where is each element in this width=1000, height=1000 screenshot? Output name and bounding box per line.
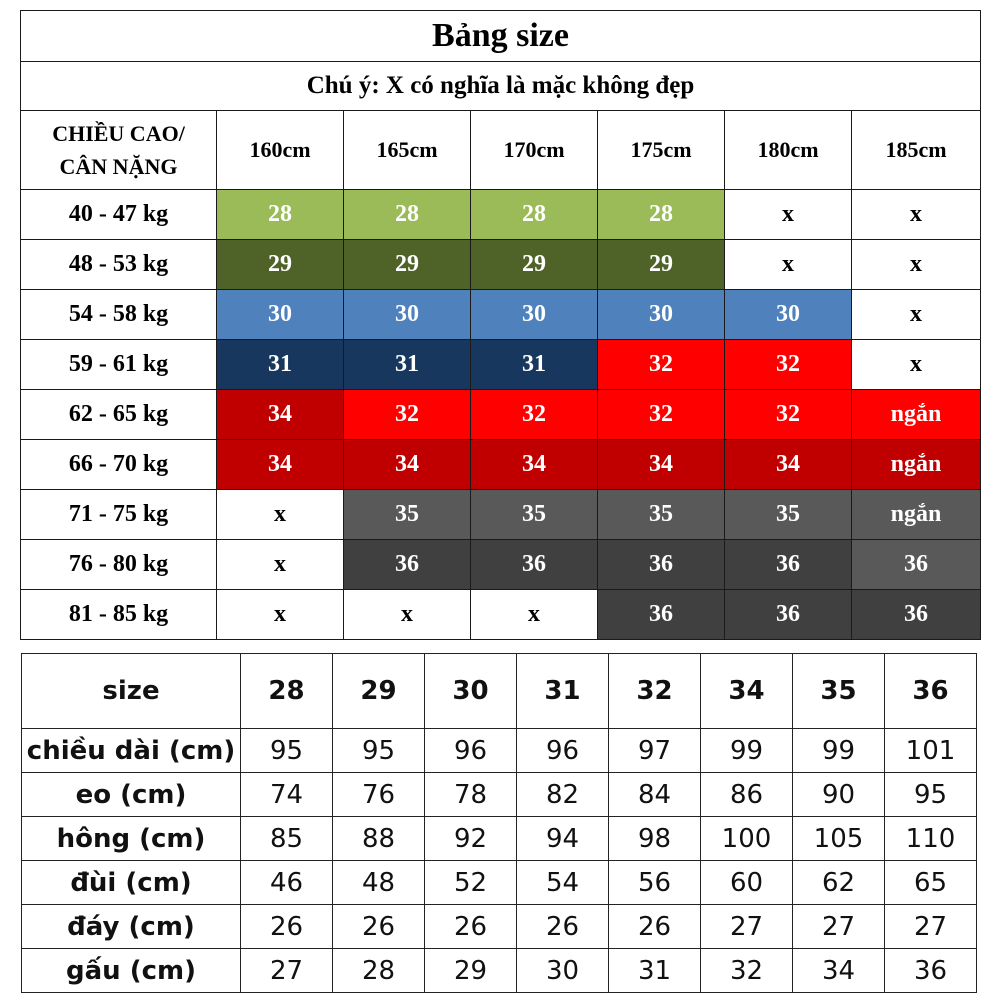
size-cell: 31 (344, 340, 471, 390)
size-cell: 36 (471, 540, 598, 590)
measurement-label: đáy (cm) (22, 905, 241, 949)
size-cell: 30 (471, 290, 598, 340)
size-cell: ngắn (852, 490, 981, 540)
weight-row (21, 440, 981, 490)
size-cell: x (725, 240, 852, 290)
height-header: 170cm (471, 111, 598, 190)
measurement-value: 110 (885, 817, 977, 861)
measurement-value: 96 (425, 729, 517, 773)
measurement-value: 62 (793, 861, 885, 905)
measurement-label: đùi (cm) (22, 861, 241, 905)
measurement-value: 60 (701, 861, 793, 905)
measurement-value: 34 (793, 949, 885, 993)
size-cell: 32 (725, 340, 852, 390)
measurement-value: 99 (701, 729, 793, 773)
measurement-value: 31 (609, 949, 701, 993)
size-cell: x (852, 240, 981, 290)
weight-label: 59 - 61 kg (21, 340, 217, 390)
weight-row (21, 240, 981, 290)
size-cell: x (852, 290, 981, 340)
measurement-value: 95 (885, 773, 977, 817)
measurement-value: 27 (701, 905, 793, 949)
size-cell: 35 (598, 490, 725, 540)
size-cell: 35 (344, 490, 471, 540)
size-cell: 36 (852, 540, 981, 590)
weight-row (21, 540, 981, 590)
size-cell: x (471, 590, 598, 640)
measurement-value: 90 (793, 773, 885, 817)
weight-row (21, 190, 981, 240)
measurement-value: 54 (517, 861, 609, 905)
measurement-value: 100 (701, 817, 793, 861)
weight-label: 54 - 58 kg (21, 290, 217, 340)
size-column-header: 31 (517, 654, 609, 729)
measurement-value: 88 (333, 817, 425, 861)
measurement-value: 92 (425, 817, 517, 861)
measurement-value: 48 (333, 861, 425, 905)
chart-title: Bảng size (21, 11, 981, 62)
measurement-row (22, 905, 977, 949)
size-cell: 29 (471, 240, 598, 290)
size-cell: 36 (344, 540, 471, 590)
size-column-header: 32 (609, 654, 701, 729)
measurement-value: 26 (333, 905, 425, 949)
size-cell: 30 (598, 290, 725, 340)
size-cell: 29 (598, 240, 725, 290)
measurement-value: 94 (517, 817, 609, 861)
size-cell: x (217, 490, 344, 540)
size-cell: 34 (217, 390, 344, 440)
size-cell: 30 (344, 290, 471, 340)
size-cell: x (217, 590, 344, 640)
weight-label: 40 - 47 kg (21, 190, 217, 240)
weight-row (21, 390, 981, 440)
measurement-value: 26 (517, 905, 609, 949)
size-cell: 30 (725, 290, 852, 340)
measurement-value: 84 (609, 773, 701, 817)
measurement-value: 46 (241, 861, 333, 905)
measurement-value: 36 (885, 949, 977, 993)
chart-note: Chú ý: X có nghĩa là mặc không đẹp (21, 62, 981, 111)
size-column-header: 29 (333, 654, 425, 729)
measurement-value: 27 (241, 949, 333, 993)
measurement-row (22, 729, 977, 773)
size-cell: 32 (344, 390, 471, 440)
measurement-label: gấu (cm) (22, 949, 241, 993)
size-cell: 36 (598, 590, 725, 640)
height-header: 165cm (344, 111, 471, 190)
weight-label: 71 - 75 kg (21, 490, 217, 540)
size-cell: x (852, 190, 981, 240)
size-cell: x (725, 190, 852, 240)
size-cell: 32 (598, 390, 725, 440)
size-cell: 36 (725, 590, 852, 640)
weight-row (21, 290, 981, 340)
size-cell: 34 (725, 440, 852, 490)
measurement-label: hông (cm) (22, 817, 241, 861)
measurement-row (22, 861, 977, 905)
size-cell: 30 (217, 290, 344, 340)
measurement-value: 96 (517, 729, 609, 773)
weight-label: 81 - 85 kg (21, 590, 217, 640)
size-column-header: 35 (793, 654, 885, 729)
size-cell: 29 (344, 240, 471, 290)
size-column-header: 28 (241, 654, 333, 729)
weight-row (21, 340, 981, 390)
corner-header (21, 111, 217, 190)
measurement-value: 52 (425, 861, 517, 905)
measurement-value: 97 (609, 729, 701, 773)
size-cell: 28 (471, 190, 598, 240)
size-cell: 36 (598, 540, 725, 590)
weight-label: 76 - 80 kg (21, 540, 217, 590)
size-cell: x (217, 540, 344, 590)
measurement-value: 27 (793, 905, 885, 949)
size-cell: 32 (598, 340, 725, 390)
measurement-value: 26 (609, 905, 701, 949)
height-header: 180cm (725, 111, 852, 190)
size-cell: 36 (852, 590, 981, 640)
height-header: 175cm (598, 111, 725, 190)
size-cell: 31 (471, 340, 598, 390)
size-column-header: 34 (701, 654, 793, 729)
weight-row (21, 590, 981, 640)
size-cell: 28 (344, 190, 471, 240)
size-cell: 34 (217, 440, 344, 490)
measurement-value: 27 (885, 905, 977, 949)
size-cell: 34 (344, 440, 471, 490)
measurement-value: 78 (425, 773, 517, 817)
weight-label: 48 - 53 kg (21, 240, 217, 290)
height-header: 160cm (217, 111, 344, 190)
size-cell: 34 (598, 440, 725, 490)
size-cell: 28 (217, 190, 344, 240)
size-cell: 36 (725, 540, 852, 590)
measurement-value: 95 (333, 729, 425, 773)
size-cell: 32 (725, 390, 852, 440)
measurement-value: 99 (793, 729, 885, 773)
size-cell: 34 (471, 440, 598, 490)
measurement-value: 30 (517, 949, 609, 993)
measurement-table (21, 653, 977, 993)
size-column-header: 30 (425, 654, 517, 729)
size-cell: 28 (598, 190, 725, 240)
measurement-value: 65 (885, 861, 977, 905)
measurement-value: 28 (333, 949, 425, 993)
size-cell: 32 (471, 390, 598, 440)
measurement-value: 26 (425, 905, 517, 949)
measurement-value: 76 (333, 773, 425, 817)
measurement-value: 85 (241, 817, 333, 861)
measurement-value: 26 (241, 905, 333, 949)
size-cell: 31 (217, 340, 344, 390)
measurement-value: 105 (793, 817, 885, 861)
weight-label: 66 - 70 kg (21, 440, 217, 490)
measurement-value: 74 (241, 773, 333, 817)
size-cell: ngắn (852, 440, 981, 490)
measurement-value: 98 (609, 817, 701, 861)
measurement-value: 95 (241, 729, 333, 773)
size-cell: 29 (217, 240, 344, 290)
size-header-label: size (22, 654, 241, 729)
measurement-value: 29 (425, 949, 517, 993)
weight-row (21, 490, 981, 540)
measurement-value: 32 (701, 949, 793, 993)
size-chart-table (20, 10, 981, 640)
measurement-value: 101 (885, 729, 977, 773)
measurement-label: eo (cm) (22, 773, 241, 817)
size-cell: ngắn (852, 390, 981, 440)
size-cell: x (344, 590, 471, 640)
size-column-header: 36 (885, 654, 977, 729)
measurement-row (22, 949, 977, 993)
measurement-value: 56 (609, 861, 701, 905)
height-header: 185cm (852, 111, 981, 190)
weight-label: 62 - 65 kg (21, 390, 217, 440)
measurement-label: chiều dài (cm) (22, 729, 241, 773)
measurement-row (22, 773, 977, 817)
size-cell: x (852, 340, 981, 390)
measurement-row (22, 817, 977, 861)
corner-header-line-2: CÂN NẶNG (59, 154, 178, 179)
size-cell: 35 (471, 490, 598, 540)
size-cell: 35 (725, 490, 852, 540)
measurement-value: 86 (701, 773, 793, 817)
corner-header-line-1: CHIỀU CAO/ (52, 121, 185, 146)
measurement-value: 82 (517, 773, 609, 817)
